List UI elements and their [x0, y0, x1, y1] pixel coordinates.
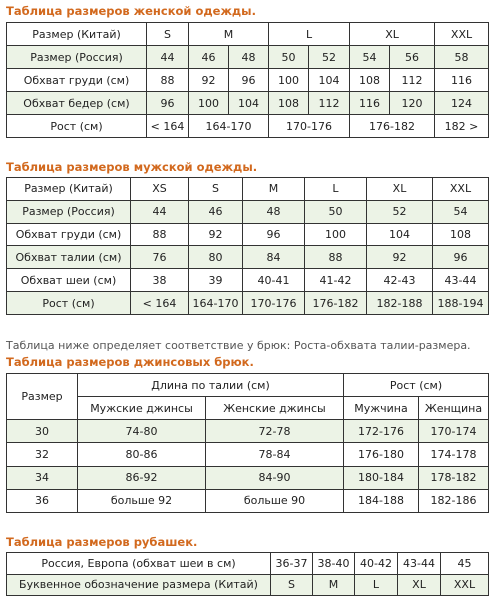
table-cell: S: [189, 178, 243, 201]
table-cell: 56: [390, 46, 435, 69]
table-row: [7, 269, 489, 292]
table-cell: 182-188: [367, 292, 433, 315]
table-cell: 58: [435, 46, 489, 69]
table-cell: 74-80: [78, 420, 206, 443]
table-cell: 88: [305, 246, 367, 269]
table-row: [7, 489, 489, 512]
row-label: Обхват шеи (см): [7, 269, 131, 292]
table-cell: L: [355, 574, 398, 596]
table-cell: 30: [7, 420, 78, 443]
table-cell: XXL: [435, 23, 489, 46]
table-cell: 88: [147, 69, 189, 92]
table-cell: 96: [243, 223, 305, 246]
table-cell: M: [243, 178, 305, 201]
table-cell: больше 90: [206, 489, 344, 512]
table-cell: < 164: [131, 292, 189, 315]
table-cell: 46: [189, 46, 229, 69]
table-cell: 170-174: [419, 420, 489, 443]
table-row: [7, 574, 489, 596]
table-cell: L: [305, 178, 367, 201]
table-cell: 176-182: [350, 115, 435, 138]
men-size-table: [6, 177, 489, 315]
table-cell: 50: [269, 46, 309, 69]
table-cell: 112: [309, 92, 350, 115]
table-cell: S: [147, 23, 189, 46]
table-cell: 41-42: [305, 269, 367, 292]
table-cell: 78-84: [206, 443, 344, 466]
size-header: Размер: [7, 374, 78, 420]
row-label: Обхват бедер (см): [7, 92, 147, 115]
table-cell: 104: [229, 92, 269, 115]
table-cell: 96: [147, 92, 189, 115]
table-cell: 50: [305, 200, 367, 223]
jeans-size-table: [6, 373, 489, 513]
table-cell: 92: [189, 69, 229, 92]
row-label: Обхват груди (см): [7, 69, 147, 92]
table-cell: 48: [243, 200, 305, 223]
table-cell: 54: [350, 46, 390, 69]
men-jeans-header: Мужские джинсы: [78, 397, 206, 420]
table-cell: 120: [390, 92, 435, 115]
table-cell: 88: [131, 223, 189, 246]
table-cell: < 164: [147, 115, 189, 138]
table-cell: 92: [189, 223, 243, 246]
table-cell: 100: [305, 223, 367, 246]
row-label: Россия, Европа (обхват шеи в см): [7, 553, 271, 575]
table-row: [7, 397, 489, 420]
table-cell: S: [271, 574, 313, 596]
table-cell: 52: [309, 46, 350, 69]
table-cell: 180-184: [344, 466, 419, 489]
row-label: Буквенное обозначение размера (Китай): [7, 574, 271, 596]
table-cell: 164-170: [189, 115, 269, 138]
table-cell: 172-176: [344, 420, 419, 443]
women-size-table-heading: Таблица размеров женской одежды.: [6, 4, 256, 18]
men-size-table-heading: Таблица размеров мужской одежды.: [6, 160, 258, 174]
row-label: Обхват груди (см): [7, 223, 131, 246]
table-cell: 170-176: [269, 115, 350, 138]
table-cell: M: [313, 574, 355, 596]
table-cell: 42-43: [367, 269, 433, 292]
table-cell: 116: [435, 69, 489, 92]
table-cell: 36-37: [271, 553, 313, 575]
table-row: [7, 443, 489, 466]
table-cell: 116: [350, 92, 390, 115]
table-cell: 164-170: [189, 292, 243, 315]
table-cell: 170-176: [243, 292, 305, 315]
table-cell: 96: [229, 69, 269, 92]
table-cell: 176-180: [344, 443, 419, 466]
table-cell: 46: [189, 200, 243, 223]
table-row: [7, 553, 489, 575]
table-cell: 178-182: [419, 466, 489, 489]
women-size-table: [6, 22, 489, 138]
table-cell: 100: [269, 69, 309, 92]
row-label: Рост (см): [7, 292, 131, 315]
shirts-size-table-heading: Таблица размеров рубашек.: [6, 535, 198, 549]
women-jeans-header: Женские джинсы: [206, 397, 344, 420]
row-label: Размер (Китай): [7, 178, 131, 201]
row-label: Обхват талии (см): [7, 246, 131, 269]
table-cell: 184-188: [344, 489, 419, 512]
table-cell: 80-86: [78, 443, 206, 466]
waist-header: Длина по талии (см): [78, 374, 344, 397]
table-cell: 38: [131, 269, 189, 292]
height-header: Рост (см): [344, 374, 489, 397]
table-cell: 104: [309, 69, 350, 92]
table-cell: 188-194: [433, 292, 489, 315]
table-cell: 80: [189, 246, 243, 269]
table-cell: 86-92: [78, 466, 206, 489]
table-row: [7, 200, 489, 223]
table-cell: XL: [350, 23, 435, 46]
table-cell: XL: [398, 574, 441, 596]
row-label: Рост (см): [7, 115, 147, 138]
table-cell: 96: [433, 246, 489, 269]
table-cell: 45: [441, 553, 489, 575]
table-cell: 176-182: [305, 292, 367, 315]
table-cell: 174-178: [419, 443, 489, 466]
table-row: [7, 466, 489, 489]
table-cell: 39: [189, 269, 243, 292]
table-row: [7, 115, 489, 138]
table-cell: больше 92: [78, 489, 206, 512]
table-cell: 44: [147, 46, 189, 69]
table-cell: 108: [269, 92, 309, 115]
row-label: Размер (Россия): [7, 200, 131, 223]
table-cell: 44: [131, 200, 189, 223]
jeans-size-table-heading: Таблица размеров джинсовых брюк.: [6, 355, 254, 369]
table-cell: 34: [7, 466, 78, 489]
table-cell: 112: [390, 69, 435, 92]
table-cell: 32: [7, 443, 78, 466]
table-row: [7, 23, 489, 46]
table-cell: XS: [131, 178, 189, 201]
table-cell: 182-186: [419, 489, 489, 512]
row-label: Размер (Китай): [7, 23, 147, 46]
table-cell: 108: [350, 69, 390, 92]
table-cell: 104: [367, 223, 433, 246]
table-row: [7, 69, 489, 92]
table-row: [7, 92, 489, 115]
table-cell: 100: [189, 92, 229, 115]
table-cell: 48: [229, 46, 269, 69]
table-cell: 36: [7, 489, 78, 512]
table-cell: L: [269, 23, 350, 46]
table-cell: 76: [131, 246, 189, 269]
table-cell: 84-90: [206, 466, 344, 489]
table-cell: XXL: [441, 574, 489, 596]
row-label: Размер (Россия): [7, 46, 147, 69]
table-cell: 84: [243, 246, 305, 269]
table-cell: 40-41: [243, 269, 305, 292]
table-row: [7, 292, 489, 315]
table-row: [7, 46, 489, 69]
table-cell: 182 >: [435, 115, 489, 138]
table-cell: 40-42: [355, 553, 398, 575]
table-cell: 43-44: [433, 269, 489, 292]
man-header: Мужчина: [344, 397, 419, 420]
table-row: [7, 246, 489, 269]
table-cell: 54: [433, 200, 489, 223]
table-cell: 124: [435, 92, 489, 115]
table-cell: 92: [367, 246, 433, 269]
table-cell: 108: [433, 223, 489, 246]
trousers-note: Таблица ниже определяет соответствие у брюк: Роста-обхвата талии-размера.: [6, 339, 471, 352]
woman-header: Женщина: [419, 397, 489, 420]
table-row: [7, 420, 489, 443]
table-cell: 38-40: [313, 553, 355, 575]
table-row: [7, 223, 489, 246]
table-cell: XL: [367, 178, 433, 201]
table-row: [7, 178, 489, 201]
shirts-size-table: [6, 552, 489, 596]
table-cell: XXL: [433, 178, 489, 201]
table-cell: M: [189, 23, 269, 46]
table-cell: 52: [367, 200, 433, 223]
table-cell: 72-78: [206, 420, 344, 443]
table-row: [7, 374, 489, 397]
table-cell: 43-44: [398, 553, 441, 575]
